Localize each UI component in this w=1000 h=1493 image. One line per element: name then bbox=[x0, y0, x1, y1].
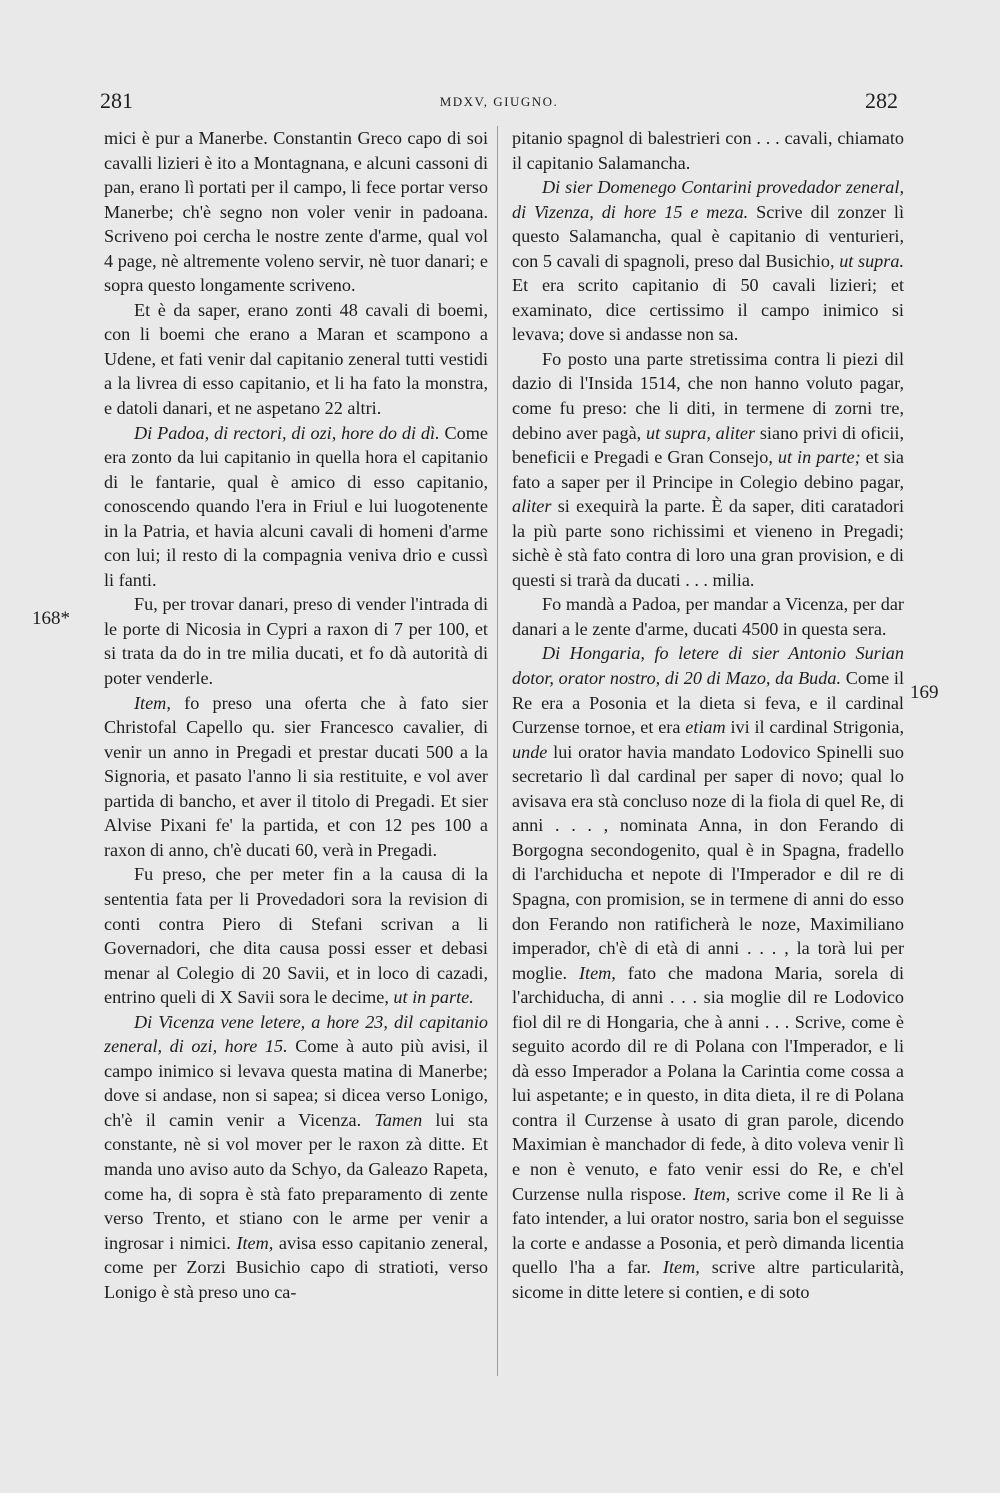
left-page-number: 281 bbox=[100, 88, 133, 113]
paragraph: Et è da saper, erano zonti 48 cavali di boemi, con li boemi che erano a Maran et scampono a Udene, et fati venir dal capitanio zeneral tutti vestidi a la livrea di esso capitanio, et li ha fato la monstra, e datoli danari, et ne aspetano 22 altri. bbox=[104, 299, 488, 419]
right-column bbox=[512, 126, 904, 1304]
paragraph: pitanio spagnol di balestrieri con . . . cavali, chiamato il capitanio Salamancha. bbox=[512, 128, 904, 173]
paragraph: Di Vicenza vene letere, a hore 23, dil capitanio zeneral, di ozi, hore 15. Come à auto più avisi, il campo inimico si levava questa matina di Manerbe; dove si andase, non si sapea; si dicea verso Lonigo, ch'è il camin venir a Vicenza. Tamen lui sta constante, nè si vol mover per le raxon zà ditte. Et manda uno aviso auto da Schyo, da Galeazo Rapeta, come ha, di sopra è stà fato preparamento di zente verso Trento, et stiano con le arme per venir a ingrosar i nimici. Item, avisa esso capitanio zeneral, come per Zorzi Busichio capo di stratioti, verso Lonigo è stà preso uno ca- bbox=[104, 1011, 489, 1302]
page-header bbox=[96, 88, 902, 116]
left-margin-note: 168* bbox=[32, 608, 70, 629]
paragraph: Di Padoa, di rectori, di ozi, hore do di dì. Come era zonto da lui capitanio in quella hora el capitanio di le fantarie, qual è amico di esso capitanio, conoscendo quando l'era in Friul e lui luogotenente in la Patria, et havia alcuni cavali di homeni d'arme con lui; il resto di la compagnia veniva drio e cussì li fanti. bbox=[104, 422, 488, 590]
left-column bbox=[104, 126, 488, 1304]
paragraph: Di sier Domenego Contarini provedador zeneral, di Vizenza, di hore 15 e meza. Scrive dil zonzer lì questo Salamancha, qual è capitanio di venturieri, con 5 cavali di spagnoli, preso dal Busichio, ut supra. Et era scrito capitanio di 50 cavali lizieri; et examinato, dice certissimo il campo inimico si levava; dove si andasse non sa. bbox=[512, 177, 905, 345]
paragraph: Fo posto una parte stretissima contra li piezi dil dazio di l'Insida 1514, che non hanno voluto pagar, come fu preso: che li diti, in termene di zorni tre, debino aver pagà, ut supra, aliter siano privi di oficii, beneficii e Pregadi e Gran Consejo, ut in parte; et sia fato a saper per il Principe in Colegio debino pagar, aliter si exequirà la parte. È da saper, diti caratadori la più parte sono richissimi et vieneno in Pregadi; sichè è stà fato contra di loro una gran provision, e di questi si trarà da ducati . . . milia. bbox=[512, 348, 905, 590]
paragraph: Fo mandà a Padoa, per mandar a Vicenza, per dar danari a le zente d'arme, ducati 4500 in questa sera. bbox=[512, 594, 904, 639]
right-margin-note: 169 bbox=[910, 682, 939, 703]
column-divider bbox=[497, 126, 498, 1376]
paragraph: Di Hongaria, fo letere di sier Antonio Surian dotor, orator nostro, di 20 di Mazo, da Buda. Come il Re era a Posonia et la dieta si feva, e il cardinal Curzense tornoe, et era etiam ivi il cardinal Strigonia, unde lui orator havia mandato Lodovico Spinelli suo secretario lì dal cardinal per saper di novo; qual lo avisava era stà concluso noze di la fiola di quel Re, di anni . . . , nominata Anna, in don Ferando di Borgogna secondogenito, qual è in Spagna, fradello di l'archiducha et nepote di l'Imperador e dil re di Spagna, con promision, se in termene di anni do esso don Ferando non ratificherà le noze, Maximiliano imperador, ch'è di età di anni . . . , la torà lui per moglie. Item, fato che madona Maria, sorela di l'archiducha, di anni . . . sia moglie dil re Lodovico fiol dil re di Hongaria, che à anni . . . Scrive, come è seguito acordo dil re di Polana con l'Imperador, e li dà esso Imperador a Polana la Carintia come cossa a lui aspetante; e in questo, in dita dieta, il re di Polana contra il Curzense à usato di gran parole, dicendo Maximian è manchador di fede, à dito voleva venir lì e non è venuto, e fato venir essi do Re, e ch'el Curzense nulla rispose. Item, scrive come il Re li à fato intender, a lui orator nostro, saria bon el seguisse la corte e andasse a Posonia, et però dimanda licentia quello l'ha a far. Item, scrive altre particularità, sicome in ditte letere si contien, e di soto bbox=[512, 643, 905, 1302]
running-title: MDXV, GIUGNO. bbox=[439, 94, 559, 109]
paragraph: mici è pur a Manerbe. Constantin Greco capo di soi cavalli lizieri è ito a Montagnana, e alcuni cassoni di pan, erano lì portati per il campo, li fece portar verso Manerbe; ch'è segno non voler venir in padoana. Scriveno poi cercha le nostre zente d'arme, qual vol 4 page, nè altremente voleno servir, nè tuor danari; e sopra questo longamente scriveno. bbox=[104, 128, 488, 296]
paragraph: Item, fo preso una oferta che à fato sier Christofal Capello qu. sier Francesco cavalier, di venir un anno in Pregadi et prestar ducati 500 a la Signoria, et pasato l'anno li sia restituite, e vol aver partida di bancho, et aver il titolo di Pregadi. Et sier Alvise Pixani fe' la partida, et con 12 pes 100 a raxon di anno, ch'è ducati 60, verà in Pregadi. bbox=[104, 692, 489, 860]
paragraph: Fu, per trovar danari, preso di vender l'intrada di le porte di Nicosia in Cypri a raxon di 7 per 100, et si trata da do in tre milia ducati, et fo dà autorità di poter venderle. bbox=[104, 594, 488, 689]
right-page-number: 282 bbox=[865, 88, 898, 113]
paragraph: Fu preso, che per meter fin a la causa di la sententia fata per li Provedadori sora la revision di conti contra Piero di Stefani scrivan a li Governadori, che dita causa possi esser et debasi menar al Colegio di 20 Savii, et in loco di cazadi, entrino queli di X Savii sora le decime, ut in parte. bbox=[104, 864, 488, 1008]
